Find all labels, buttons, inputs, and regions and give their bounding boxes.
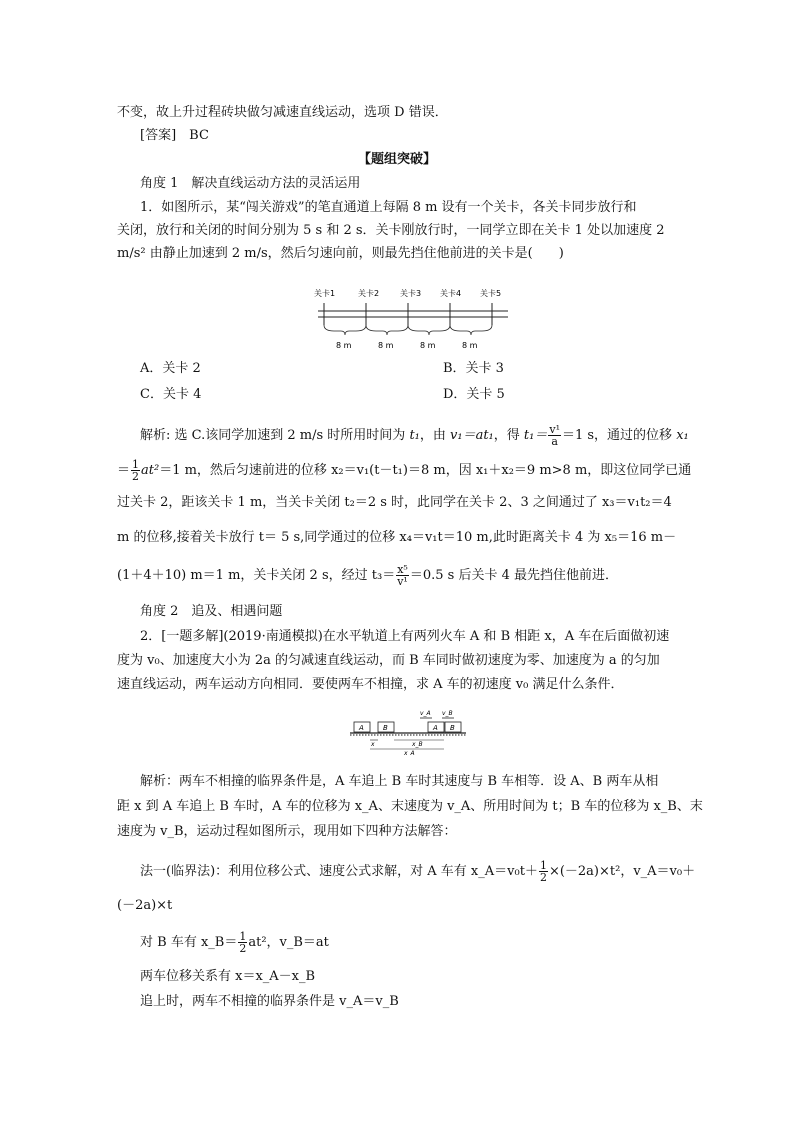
car-label: A <box>359 724 364 732</box>
gate-label: 关卡5 <box>480 289 502 298</box>
fraction <box>396 564 409 587</box>
solution-text: (1＋4＋10) m＝1 m，关卡关闭 2 s，经过 t₃＝ <box>117 568 396 583</box>
method-line <box>140 931 329 954</box>
solution-line: 速度为 v_B，运动过程如图所示，现用如下四种方法解答： <box>117 824 457 839</box>
brace <box>450 325 492 335</box>
brace <box>408 325 450 335</box>
solution-text: ，由 <box>419 428 451 443</box>
fraction-denominator: 2 <box>132 470 140 483</box>
distance-label: x_A <box>404 750 415 756</box>
question-tag: 2．[一题多解](2019·南通模拟) <box>140 629 323 644</box>
method-text: at²，v_B＝at <box>248 935 329 950</box>
gate-label: 关卡2 <box>358 289 380 298</box>
method-line: (－2a)×t <box>117 898 173 913</box>
fraction <box>131 459 140 482</box>
solution-text: ，得 <box>493 428 524 443</box>
fraction-numerator: 1 <box>539 859 547 872</box>
fraction-numerator: 1 <box>132 458 140 471</box>
brace <box>324 325 366 335</box>
math-term: t₁ <box>409 428 420 443</box>
question-text <box>140 628 669 646</box>
option-c: C．关卡 4 <box>140 387 202 402</box>
car-label: B <box>383 724 388 732</box>
spacing-label: 8 m <box>378 341 394 350</box>
question-text: 速直线运动，两车运动方向相同．要使两车不相撞，求 A 车的初速度 v₀ 满足什么条件． <box>117 677 624 692</box>
brace <box>366 325 408 335</box>
method-text: 对 B 车有 x_B＝ <box>140 935 238 950</box>
gate-label: 关卡4 <box>440 289 462 298</box>
trains-figure <box>348 708 468 756</box>
distance-label: x_B <box>412 741 423 748</box>
fraction <box>539 860 548 883</box>
method-line <box>140 860 695 883</box>
solution-line: ＝ $\frac{1}{2}$ at²＝1 m，然后匀速前进的位移 x₂＝v₁(t－t₁)＝8 m，因 x₁＋x₂＝9 m>8 m，即这位同学已通 <box>117 458 692 483</box>
gate-label: 关卡1 <box>314 289 336 298</box>
fraction-numerator: 1 <box>239 930 247 943</box>
question-text: 度为 v₀、加速度大小为 2a 的匀减速直线运动，而 B 车同时做初速度为零、加速度为 a 的匀加 <box>117 653 660 668</box>
car-label: B <box>450 724 455 732</box>
solution-line <box>140 424 689 447</box>
fraction-denominator: v¹ <box>397 575 408 588</box>
spacing-label: 8 m <box>420 341 436 350</box>
gate-label: 关卡3 <box>400 289 422 298</box>
gates-figure <box>310 285 510 355</box>
solution-text: ＝0.5 s 后关卡 4 最先挡住他前进． <box>409 568 618 583</box>
solution-line: 解析：两车不相撞的临界条件是，A 车追上 B 车时其速度与 B 车相等．设 A、B 两车从相 <box>140 774 659 789</box>
solution-text: ＝1 m，然后匀速前进的位移 x₂＝v₁(t－t₁)＝8 m，因 x₁＋x₂＝9 m>8 m，即这位同学已通 <box>159 463 692 478</box>
method-line: 两车位移关系有 x＝x_A－x_B <box>140 969 316 984</box>
angle-heading: 角度 2 追及、相遇问题 <box>140 604 283 619</box>
fraction <box>238 931 247 954</box>
car-label: A <box>433 724 438 732</box>
distance-label: x <box>371 741 375 748</box>
solution-line <box>117 564 618 587</box>
method-text: 法一(临界法)：利用位移公式、速度公式求解，对 A 车有 x_A＝v₀t＋ <box>140 864 538 879</box>
fraction-denominator: 2 <box>539 871 547 884</box>
math-term: t₁＝ <box>523 428 548 443</box>
solution-line: m 的位移,接着关卡放行 t＝ 5 s,同学通过的位移 x₄＝v₁t＝10 m,此时距离关卡 4 为 x₅＝16 m－ <box>117 530 677 545</box>
solution-line: 过关卡 2，距该关卡 1 m，当关卡关闭 t₂＝2 s 时，此同学在关卡 2、3 之间通过了 x₃＝v₁t₂＝4 <box>117 495 672 510</box>
question-text: m/s² 由静止加速到 2 m/s，然后匀速向前，则最先挡住他前进的关卡是( ) <box>117 246 564 261</box>
question-text: 关闭，放行和关闭的时间分别为 5 s 和 2 s．关卡刚放行时，一同学立即在关卡 1 处以加速度 2 <box>117 223 665 238</box>
method-text: ×(－2a)×t²，v_A＝v₀＋ <box>548 864 696 879</box>
velocity-label: v_A <box>420 710 431 717</box>
question-text: 1．如图所示，某“闯关游戏”的笔直通道上每隔 8 m 设有一个关卡，各关卡同步放行和 <box>140 200 637 215</box>
option-b: B．关卡 3 <box>443 361 504 376</box>
answer-line: [答案] BC <box>140 128 209 143</box>
fraction-denominator: 2 <box>239 942 247 955</box>
option-d: D．关卡 5 <box>443 387 505 402</box>
question-text-part: 在水平轨道上有两列火车 A 和 B 相距 x，A 车在后面做初速 <box>322 629 670 644</box>
text-line: 不变，故上升过程砖块做匀减速直线运动，选项 D 错误． <box>117 105 448 120</box>
method-line: 追上时，两车不相撞的临界条件是 v_A＝v_B <box>140 994 399 1009</box>
math-term: at² <box>141 463 160 478</box>
math-term: x₁ <box>676 428 689 443</box>
solution-text: ＝1 s，通过的位移 <box>561 428 677 443</box>
angle-heading: 角度 1 解决直线运动方法的灵活运用 <box>140 176 361 191</box>
spacing-label: 8 m <box>462 341 478 350</box>
fraction-numerator: v¹ <box>549 423 560 436</box>
fraction <box>548 424 561 447</box>
section-heading: 【题组突破】 <box>357 152 436 167</box>
solution-text: 解析: 选 C.该同学加速到 2 m/s 时所用时间为 <box>140 428 410 443</box>
velocity-label: v_B <box>442 710 453 717</box>
fraction-denominator: a <box>551 435 558 448</box>
math-term: v₁＝at₁ <box>450 428 494 443</box>
spacing-label: 8 m <box>336 341 352 350</box>
solution-line: 距 x 到 A 车追上 B 车时，A 车的位移为 x_A、末速度为 v_A、所用时间为 t；B 车的位移为 x_B、末 <box>117 799 703 814</box>
fraction-numerator: x⁵ <box>397 563 408 576</box>
option-a: A．关卡 2 <box>140 361 201 376</box>
